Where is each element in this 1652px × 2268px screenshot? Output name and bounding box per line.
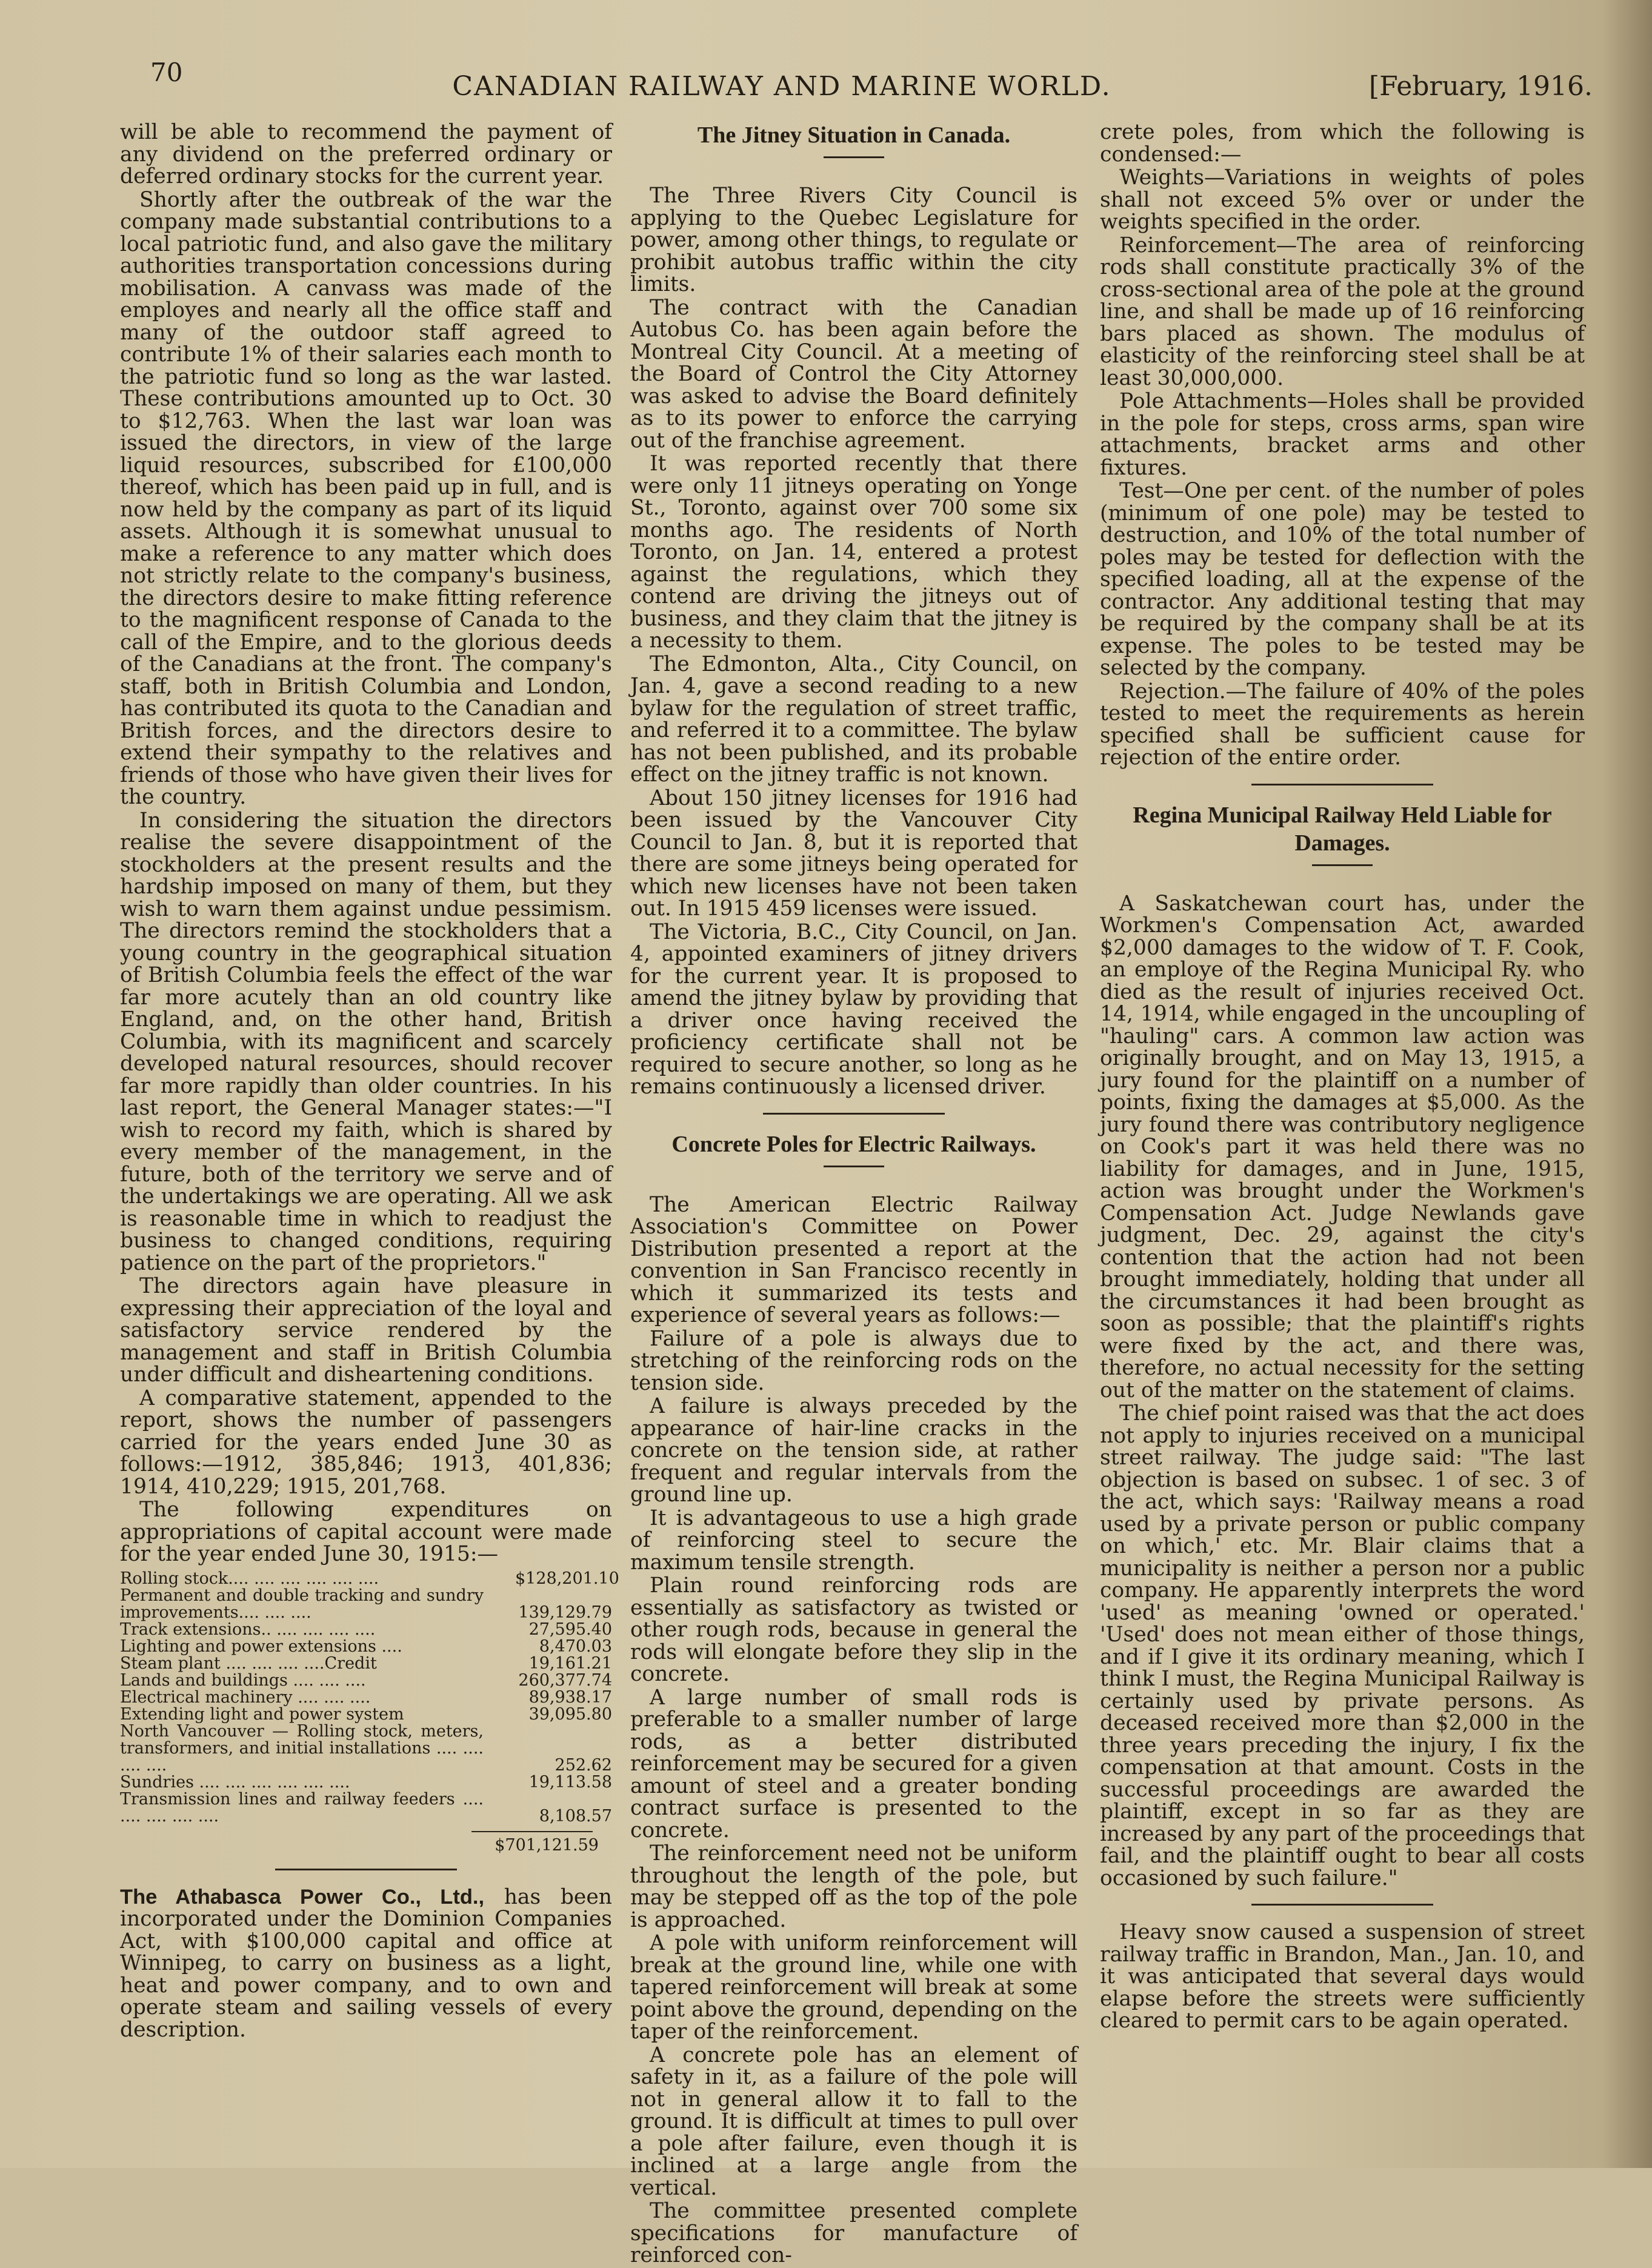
expenditure-label: Extending light and power system <box>120 1704 404 1724</box>
expenditure-value: 139,129.79 <box>518 1603 612 1622</box>
expenditure-row <box>120 1587 612 1621</box>
page-number: 70 <box>150 58 183 87</box>
paragraph: Heavy snow caused a suspension of street railway traffic in Brandon, Man., Jan. 10, and it was anticipated that several days would elapse before the streets were sufficiently cleared to permit cars to be again operated. <box>1100 1920 1585 2033</box>
paragraph: A failure is always preceded by the appearance of hair-line cracks in the concrete on the tension side, at rather frequent and regular intervals from the ground line up. <box>630 1394 1077 1507</box>
paragraph: The American Electric Railway Association's Committee on Power Distribution presented a report at the convention in San Francisco recently in which it summarized its tests and experience of several years as follows:— <box>630 1192 1077 1327</box>
heading-rule <box>824 1166 884 1167</box>
column-left <box>120 120 619 2042</box>
expenditure-label: North Vancouver — Rolling stock, meters, transformers, and initial installations .... .... .... .... <box>120 1721 484 1775</box>
paragraph: A large number of small rods is preferable to a smaller number of large rods, as a better distributed reinforcement may be secured for a given amount of steel and a greater bonding contract surface is presented to the concrete. <box>630 1685 1077 1843</box>
expenditure-label: Rolling stock.... .... .... .... .... .... <box>120 1569 379 1588</box>
expenditure-table <box>120 1569 619 1855</box>
athabasca-lead: The Athabasca Power Co., Ltd., <box>120 1885 485 1909</box>
paragraph: The Victoria, B.C., City Council, on Jan. 4, appointed examiners of jitney drivers for the current year. It is proposed to amend the jitney bylaw by providing that a driver once having received the proficiency certificate shall not be required to secure another, so long as he remains continuously a licensed driver. <box>630 919 1077 1099</box>
paragraph: Reinforcement—The area of reinforcing rods shall constitute practically 3% of the cross-sectional area of the pole at the ground line, and shall be made up of 16 reinforcing bars placed as shown. The modulus of elasticity of the reinforcing steel shall be at least 30,000,000. <box>1100 233 1585 390</box>
paragraph: Failure of a pole is always due to stretching of the reinforcing rods on the tension side. <box>630 1326 1077 1395</box>
paragraph: The Edmonton, Alta., City Council, on Jan. 4, gave a second reading to a new bylaw for the regulation of street traffic, and referred it to a committee. The bylaw has not been published, and its probable effect on the jitney traffic is not known. <box>630 652 1077 787</box>
expenditure-row <box>120 1774 612 1791</box>
expenditure-label: Transmission lines and railway feeders .... .... .... .... .... <box>120 1789 484 1826</box>
expenditure-row <box>120 1638 612 1655</box>
jitney-heading: The Jitney Situation in Canada. <box>697 122 1011 148</box>
expenditure-label: Permanent and double tracking and sundry improvements.... .... .... <box>120 1586 484 1622</box>
expenditure-value: 8,470.03 <box>539 1636 612 1656</box>
paragraph: A pole with uniform reinforcement will break at the ground line, while one with tapered reinforcement will break at some point above the ground, depending on the taper of the reinforcement. <box>630 1931 1077 2044</box>
regina-heading: Regina Municipal Railway Held Liable for Damages. <box>1133 802 1552 856</box>
paragraph: will be able to recommend the payment of any dividend on the preferred ordinary or deferred ordinary stocks for the current year. <box>120 120 612 188</box>
expenditure-value: 8,108.57 <box>539 1806 612 1826</box>
paragraph: Test—One per cent. of the number of poles (minimum of one pole) may be tested to destruction, and 10% of the total number of poles may be tested for deflection with the specified loading, all at the expense of the contractor. Any additional testing that may be required by the company shall be at its expense. The poles to be tested may be selected by the company. <box>1100 479 1585 680</box>
page-header <box>0 58 1652 112</box>
expenditure-label: Lands and buildings .... .... .... <box>120 1670 366 1690</box>
paragraph: The committee presented complete specifications for manufacture of reinforced con- <box>630 2199 1077 2267</box>
paragraph: Pole Attachments—Holes shall be provided in the pole for steps, cross arms, span wire attachments, bracket arms and other fixtures. <box>1100 389 1585 480</box>
paragraph: The chief point raised was that the act does not apply to injuries received on a municipal street railway. The judge said: "The last objection is based on subsec. 1 of sec. 3 of the act, which says: 'Railway means a road used by a private person or public company on which,' etc. Mr. Blair claims that a municipality is neither a person nor a public company. He apparently interprets the word 'used' as meaning 'owned or operated.' 'Used' does not mean either of those things, and if I give it its ordinary meaning, which I think I must, the Regina Municipal Railway is certainly used by private persons. As deceased received more than $2,000 in the three years preceding the injury, I fix the compensation at that amount. Costs in the successful proceedings are awarded the plaintiff, except in so far as they are increased by any part of the proceedings that fail, and the plaintiff ought to bear all costs occasioned by such failure." <box>1100 1401 1585 1890</box>
paragraph: The directors again have pleasure in expressing their appreciation of the loyal and satisfactory service rendered by the management and staff in British Columbia under difficult and disheartening conditions. <box>120 1274 612 1387</box>
section-divider <box>275 1869 457 1870</box>
expenditure-row <box>120 1569 619 1588</box>
expenditure-row <box>120 1723 612 1774</box>
expenditure-total: $701,121.59 <box>495 1835 599 1855</box>
heading-rule <box>1312 864 1373 866</box>
paragraph: About 150 jitney licenses for 1916 had been issued by the Vancouver City Council to Jan. 8, but it is reported that there are some jitneys being operated for which new licenses have not been taken out. In 1915 459 licenses were issued. <box>630 785 1077 921</box>
column-middle <box>630 121 1077 2268</box>
paragraph: It is advantageous to use a high grade of reinforcing steel to secure the maximum tensile strength. <box>630 1506 1077 1575</box>
expenditure-value: 89,938.17 <box>528 1687 612 1707</box>
expenditure-value: 19,161.21 <box>528 1653 612 1673</box>
section-divider <box>1251 1904 1433 1906</box>
athabasca-item <box>120 1886 612 2041</box>
expenditure-value: 27,595.40 <box>528 1619 612 1639</box>
total-rule <box>471 1831 593 1832</box>
expenditure-label: Lighting and power extensions .... <box>120 1636 402 1656</box>
expenditure-row <box>120 1655 612 1672</box>
paragraph: crete poles, from which the following is condensed:— <box>1100 120 1585 167</box>
column-right <box>1100 121 1585 2033</box>
heading-rule <box>824 156 884 158</box>
expenditure-value: 252.62 <box>555 1755 612 1775</box>
paragraph: Weights—Variations in weights of poles shall not exceed 5% over or under the weights specified in the order. <box>1100 165 1585 234</box>
paragraph: In considering the situation the directors realise the severe disappointment of the stockholders at the present results and the hardship imposed on many of them, but they wish to warn them against undue pessimism. The directors remind the stockholders that a young country in the geographical situation of British Columbia feels the effect of the war far more acutely than an old country like England, and, on the other hand, British Columbia, with its magnificent and scarcely developed natural resources, should recover far more rapidly than older countries. In his last report, the General Manager states:—"I wish to record my faith, which is shared by every member of the management, in the future, both of the territory we serve and of the undertakings we are operating. All we ask is reasonable time in which to readjust the business to changed conditions, requiring patience on the part of the proprietors." <box>120 808 612 1275</box>
paragraph: The contract with the Canadian Autobus Co. has been again before the Montreal City Council. At a meeting of the Board of Control the City Attorney was asked to advise the Board definitely as to its power to enforce the carrying out of the franchise agreement. <box>630 295 1077 453</box>
expenditure-row <box>120 1672 612 1689</box>
expenditure-value: 19,113.58 <box>528 1772 612 1792</box>
expenditure-value: 260,377.74 <box>518 1670 612 1690</box>
paragraph: A comparative statement, appended to the report, shows the number of passengers carried for the years ended June 30 as follows:—1912, 385,846; 1913, 401,836; 1914, 410,229; 1915, 201,768. <box>120 1386 612 1499</box>
expenditure-label: Sundries .... .... .... .... .... .... <box>120 1772 350 1792</box>
expenditure-row <box>120 1689 612 1706</box>
expenditure-label: Track extensions.. .... .... .... .... <box>120 1619 376 1639</box>
expenditure-row <box>120 1791 612 1825</box>
paragraph: The Three Rivers City Council is applying to the Quebec Legislature for power, among other things, to regulate or prohibit autobus traffic within the city limits. <box>630 184 1077 296</box>
section-divider <box>763 1113 945 1115</box>
paragraph: A concrete pole has an element of safety in it, as a failure of the pole will not in general allow it to fall to the ground. It is difficult at times to pull over a pole after failure, even though it is inclined at a large angle from the vertical. <box>630 2043 1077 2200</box>
athabasca-body: has been incorporated under the Dominion Companies Act, with $100,000 capital and office at Winnipeg, to carry on business as a light, heat and power company, and to own and operate steam and sailing vessels of every description. <box>120 1884 612 2042</box>
paragraph: The reinforcement need not be uniform throughout the length of the pole, but may be stepped off as the top of the pole is approached. <box>630 1841 1077 1932</box>
section-divider <box>1251 784 1433 785</box>
paragraph: Shortly after the outbreak of the war the company made substantial contributions to a local patriotic fund, and also gave the military authorities transportation concessions during mobilisation. A canvass was made of the employes and nearly all the office staff and many of the outdoor staff agreed to contribute 1% of their salaries each month to the patriotic fund so long as the war lasted. These contributions amounted up to Oct. 30 to $12,763. When the last war loan was issued the directors, in view of the large liquid resources, subscribed for £100,000 thereof, which has been paid up in full, and is now held by the company as part of its liquid assets. Although it is somewhat unusual to make a reference to any matter which does not strictly relate to the company's business, the directors desire to make fitting reference to the magnificent response of Canada to the call of the Empire, and to the glorious deeds of the Canadians at the front. The company's staff, both in British Columbia and London, has contributed its quota to the Canadian and British forces, and the directors desire to extend their sympathy to the relatives and friends of those who have given their lives for the country. <box>120 187 612 809</box>
paragraph: Rejection.—The failure of 40% of the poles tested to meet the requirements as herein specified shall be sufficient cause for rejection of the entire order. <box>1100 679 1585 770</box>
paragraph: A Saskatchewan court has, under the Workmen's Compensation Act, awarded $2,000 damages to the widow of T. F. Cook, an employe of the Regina Municipal Ry. who died as the result of injuries received Oct. 14, 1914, while engaged in the uncoupling of "hauling" cars. A common law action was originally brought, and on May 13, 1915, a jury found for the plaintiff on a number of points, fixing the damages at $5,000. As the jury found there was contributory negligence on Cook's part it was held there was no liability for damages, and in June, 1915, action was brought under the Workmen's Compensation Act. Judge Newlands gave judgment, Dec. 29, against the city's contention that the action had not been brought immediately, holding that under all the circumstances it had been brought as soon as possible; that the plaintiff's rights were fixed by the act, and there was, therefore, no actual necessity for the setting out of the matter on the statement of claims. <box>1100 891 1585 1402</box>
concrete-poles-heading: Concrete Poles for Electric Railways. <box>671 1131 1036 1157</box>
expenditure-label: Steam plant .... .... .... ....Credit <box>120 1653 377 1673</box>
expenditure-value: 39,095.80 <box>528 1704 612 1724</box>
publication-title: CANADIAN RAILWAY AND MARINE WORLD. <box>452 71 1111 102</box>
paragraph: It was reported recently that there were only 11 jitneys operating on Yonge St., Toronto, against over 700 some six months ago. The residents of North Toronto, on Jan. 14, entered a protest against the regulations, which they contend are driving the jitneys out of business, and they claim that the jitney is a necessity to them. <box>630 452 1077 653</box>
expenditure-value: $128,201.10 <box>515 1569 619 1588</box>
paragraph: The following expenditures on appropriations of capital account were made for the year ended June 30, 1915:— <box>120 1498 612 1566</box>
expenditure-label: Electrical machinery .... .... .... <box>120 1687 371 1707</box>
expenditure-row <box>120 1621 612 1638</box>
paragraph: Plain round reinforcing rods are essentially as satisfactory as twisted or other rough rods, because in general the rods will elongate before they slip in the concrete. <box>630 1573 1077 1686</box>
issue-date: [February, 1916. <box>1368 71 1593 102</box>
expenditure-row <box>120 1706 612 1723</box>
